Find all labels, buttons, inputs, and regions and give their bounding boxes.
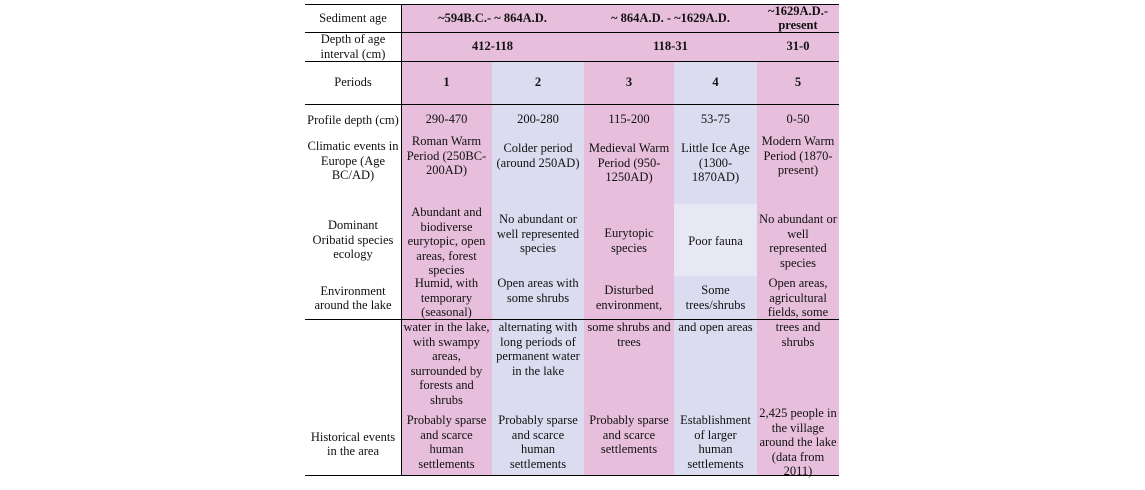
species-3: Eurytopic species: [604, 226, 654, 255]
label-climatic: Climatic events in Europe (Age BC/AD): [307, 139, 399, 183]
period-4: 4: [712, 75, 719, 90]
label-profile-depth: Profile depth (cm): [307, 112, 399, 127]
environment-bottom-1: water in the lake, with swampy areas, surrounded by forests and shrubs: [403, 320, 490, 407]
species-1: Abundant and biodiverse eurytopic, open areas, forest species: [407, 205, 486, 277]
species-2: No abundant or well represented species: [496, 212, 580, 255]
climatic-event-2: Colder period (around 250AD): [496, 141, 580, 170]
period-2: 2: [534, 75, 542, 90]
environment-top-2: Open areas with some shrubs: [497, 276, 579, 305]
age-2: ~ 864A.D. - ~1629A.D.: [611, 10, 730, 25]
period-1: 1: [443, 75, 450, 90]
historical-4: Establishment of larger human settlements: [680, 413, 751, 471]
depth-interval-3: 31-0: [786, 39, 810, 54]
environment-top-3: Disturbed environment,: [595, 283, 663, 312]
label-periods: Periods: [334, 75, 372, 90]
label-environment: Environment around the lake: [314, 283, 392, 312]
label-species: Dominant Oribatid species ecology: [312, 218, 394, 262]
environment-top-4: Some trees/shrubs: [685, 283, 746, 312]
species-4: Poor fauna: [688, 234, 743, 248]
environment-top-5: Open areas, agricultural fields, some: [767, 276, 829, 319]
historical-5: 2,425 people in the village around the lake (data from 2011): [759, 406, 837, 478]
profile-depth-2: 200-280: [517, 112, 559, 126]
profile-depth-5: 0-50: [786, 112, 810, 126]
environment-bottom-3: some shrubs and trees: [587, 320, 671, 349]
profile-depth-4: 53-75: [700, 112, 731, 126]
historical-1: Probably sparse and scarce human settlements: [406, 413, 487, 471]
historical-2: Probably sparse and scarce human settlements: [498, 413, 578, 471]
environment-bottom-4: and open areas: [678, 320, 753, 334]
label-depth-interval: Depth of age interval (cm): [320, 32, 386, 61]
climatic-event-1: Roman Warm Period (250BC-200AD): [406, 134, 487, 177]
period-5: 5: [794, 75, 802, 90]
depth-interval-2: 118-31: [653, 39, 688, 54]
climatic-event-5: Modern Warm Period (1870-present): [761, 134, 835, 177]
paleo-table: [305, 4, 839, 476]
climatic-event-4: Little Ice Age (1300-1870AD): [681, 141, 750, 184]
environment-bottom-2: alternating with long periods of permanent water in the lake: [496, 320, 580, 378]
age-3: ~1629A.D.- present: [768, 3, 828, 32]
label-historical: Historical events in the area: [310, 429, 396, 458]
period-3: 3: [625, 75, 633, 90]
profile-depth-3: 115-200: [608, 112, 650, 126]
environment-bottom-5: trees and shrubs: [775, 320, 821, 349]
age-1: ~594B.C.- ~ 864A.D.: [438, 10, 547, 25]
climatic-event-3: Medieval Warm Period (950-1250AD): [588, 141, 670, 184]
profile-depth-1: 290-470: [425, 112, 468, 126]
depth-interval-1: 412-118: [472, 39, 513, 54]
environment-top-1: Humid, with temporary (seasonal): [414, 276, 479, 319]
historical-3: Probably sparse and scarce settlements: [589, 413, 669, 456]
label-sediment-age: Sediment age: [319, 10, 387, 25]
species-5: No abundant or well represented species: [759, 212, 837, 270]
